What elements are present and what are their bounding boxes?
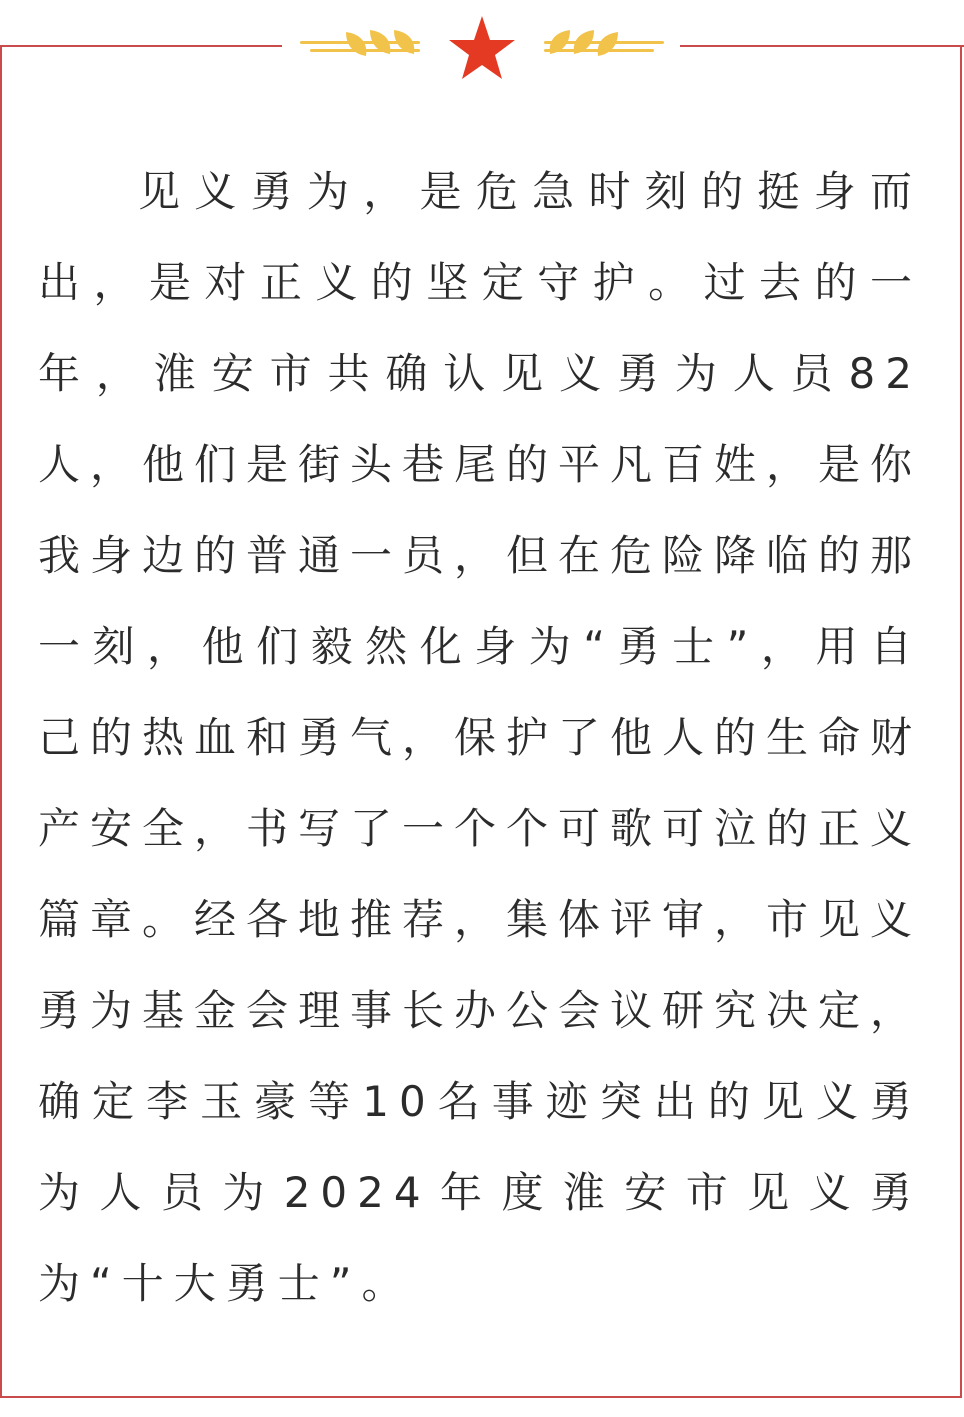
article-paragraph: 见义勇为，是危急时刻的挺身而出，是对正义的坚定守护。过去的一年，淮安市共确认见义勇为人员82人，他们是街头巷尾的平凡百姓，是你我身边的普通一员，但在危险降临的那一刻，他们毅然化身为“勇士”，用自己的热血和勇气，保护了他人的生命财产安全，书写了一个个可歌可泣的正义篇章。经各地推荐，集体评审，市见义勇为基金会理事长办公会议研究决定，确定李玉豪等10名事迹突出的见义勇为人员为2024年度淮安市见义勇为“十大勇士”。 — [38, 167, 923, 1308]
